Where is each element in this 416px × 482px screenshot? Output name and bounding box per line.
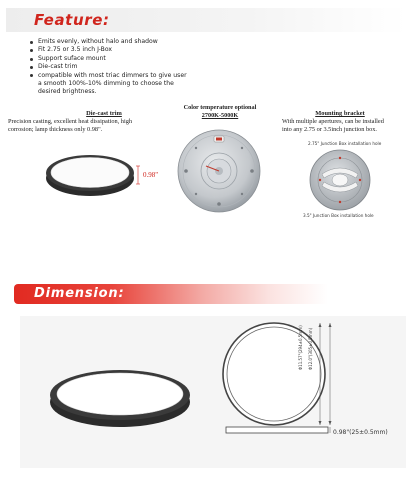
hole-bottom-label: 3.5" Junction Box installation hole — [303, 213, 374, 218]
inner-diameter-label: Φ11.57"(294±0.5mm) — [298, 325, 303, 370]
dimension-header-bar — [14, 284, 406, 304]
die-cast-desc-line-2: corrosion; lamp thickness only 0.98". — [8, 126, 103, 133]
die-cast-panel-illustration — [44, 148, 144, 200]
dimension-side-view-illustration — [226, 426, 334, 440]
mounting-bracket-illustration — [308, 148, 372, 212]
feature-bullet: Fit 2.75 or 3.5 inch J-Box — [30, 46, 300, 54]
dimension-front-view-illustration — [220, 322, 340, 426]
feature-bullet: Support suface mount — [30, 55, 300, 63]
mounting-desc-line-1: With multiple apertures, can be installed — [282, 118, 384, 125]
dimension-title: Dimension: — [34, 286, 125, 301]
feature-bullet: Die-cast trim — [30, 63, 300, 71]
back-plate-illustration — [176, 128, 262, 214]
feature-header-bar — [6, 8, 406, 32]
color-temp-range: 2700K-5000K — [201, 112, 239, 119]
outer-diameter-label: Φ12.0"(305±0.5mm) — [308, 327, 313, 370]
feature-bullet-cont: a smooth 100%-10% dimming to choose the — [38, 80, 174, 88]
dimension-perspective-illustration — [48, 360, 198, 430]
height-label: 0.98"(25±0.5mm) — [333, 429, 388, 436]
feature-list — [30, 38, 300, 97]
die-cast-desc-line-1: Precision casting, excellent heat dissipation, high — [8, 118, 132, 125]
hole-top-label: 2.75" Junction Box installation hole — [308, 141, 382, 146]
feature-bullet-cont: desired brightness. — [38, 88, 97, 96]
feature-bullet: compatible with most triac dimmers to give user — [30, 72, 300, 80]
feature-bullet: Emits evenly, without halo and shadow — [30, 38, 300, 46]
feature-title: Feature: — [34, 11, 110, 29]
mounting-desc-line-2: into any 2.75 or 3.5inch junction box. — [282, 126, 377, 133]
die-cast-title: Die-cast trim — [86, 110, 122, 117]
thickness-label: 0.98" — [143, 171, 159, 179]
color-temp-title: Color temperature optional — [183, 104, 257, 111]
mounting-title: Mounting bracket — [315, 110, 365, 117]
thickness-bracket — [135, 165, 141, 185]
